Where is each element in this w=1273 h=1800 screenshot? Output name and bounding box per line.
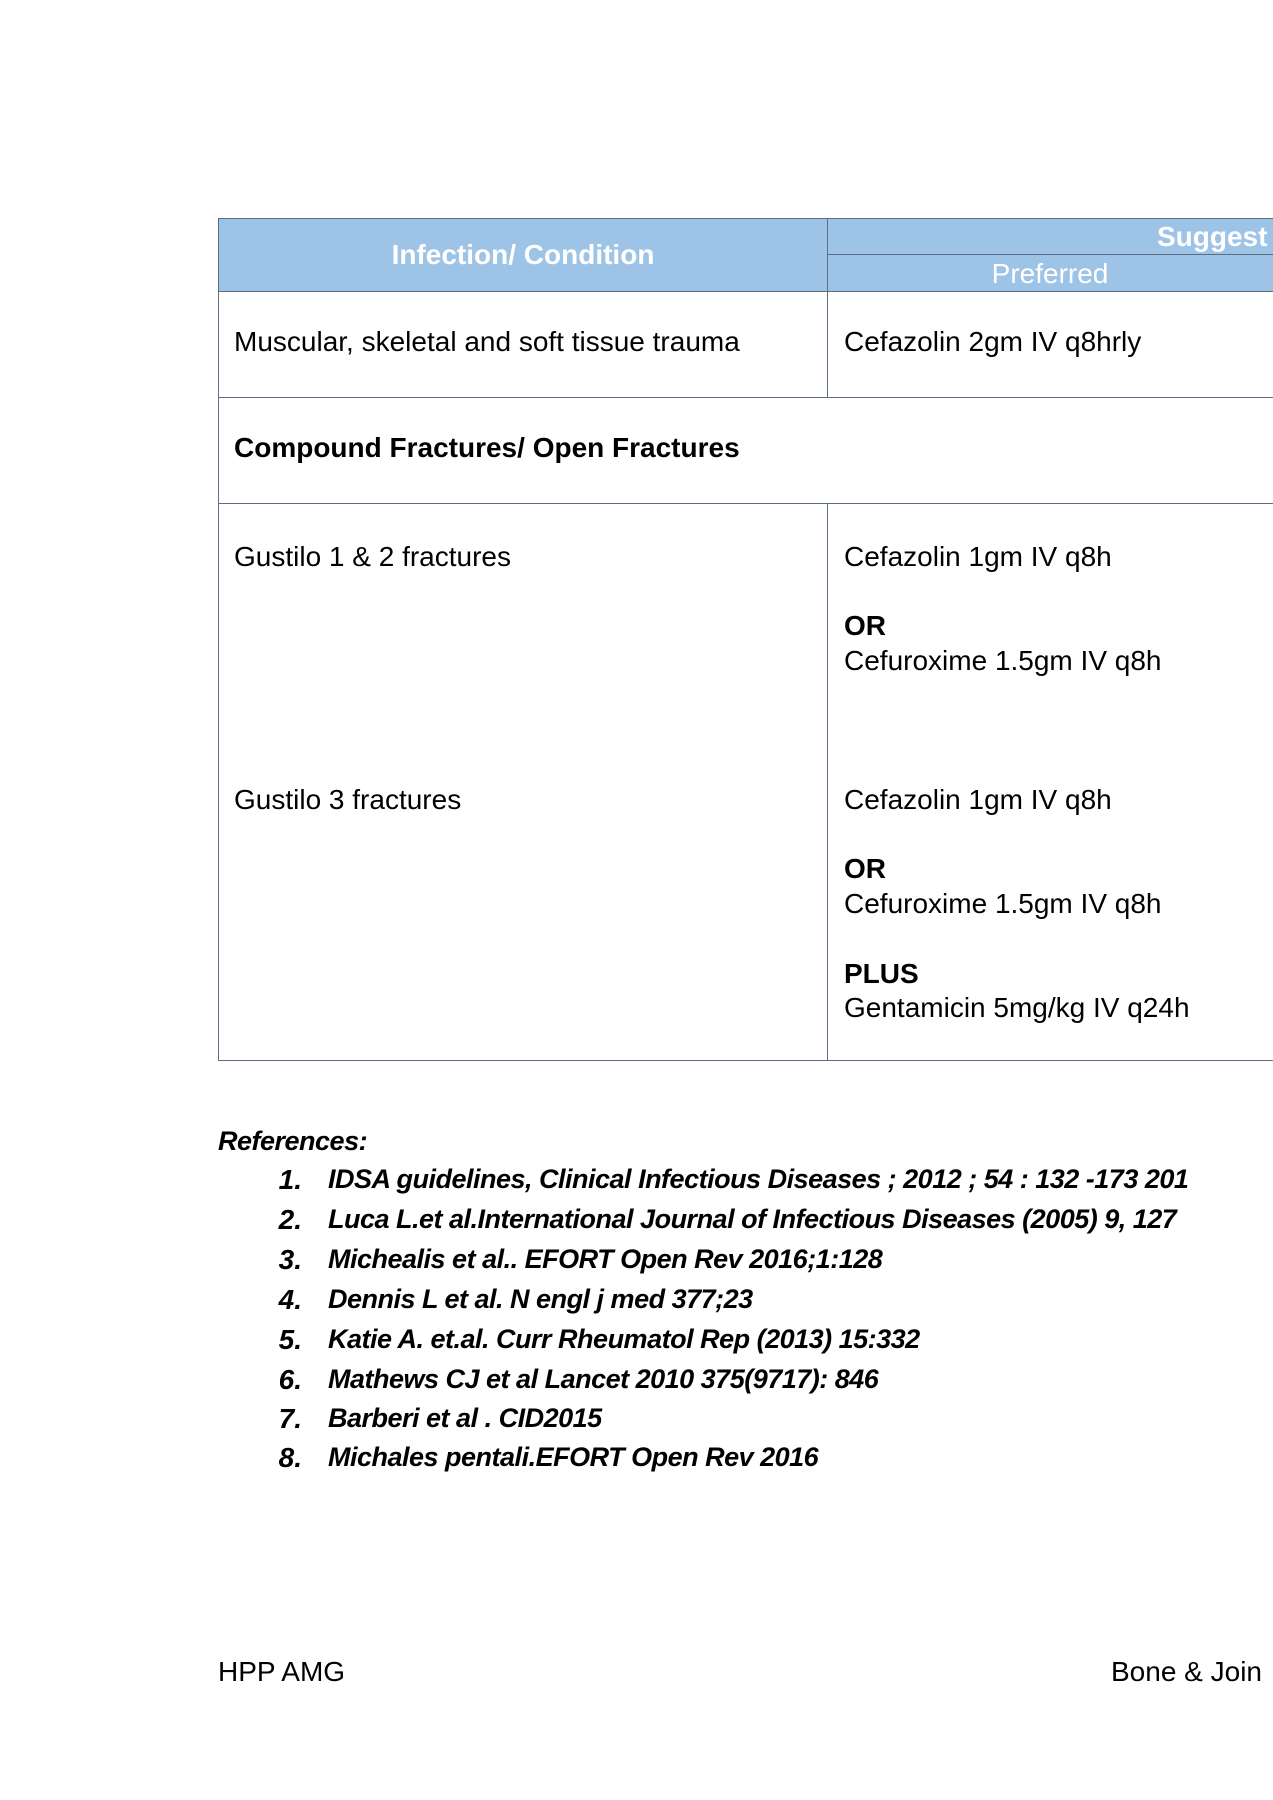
reference-text: Luca L.et al.International Journal of Infectious Diseases (2005) 9, 127 — [328, 1204, 1177, 1234]
reference-number: 8. — [278, 1442, 302, 1473]
gustilo3-or: OR — [844, 853, 886, 884]
reference-text: Barberi et al . CID2015 — [328, 1403, 602, 1433]
reference-number: 4. — [278, 1284, 302, 1315]
table-row-compound — [219, 398, 1273, 504]
table-row-trauma — [219, 292, 1273, 398]
gustilo12-or: OR — [844, 610, 886, 641]
trauma-preferred: Cefazolin 2gm IV q8hrly — [844, 326, 1142, 357]
reference-text: Michealis et al.. EFORT Open Rev 2016;1:128 — [328, 1244, 883, 1274]
table-header — [219, 219, 1273, 292]
compound-heading: Compound Fractures/ Open Fractures — [234, 432, 740, 463]
header-suggested: Suggest — [1157, 221, 1268, 252]
header-condition: Infection/ Condition — [391, 239, 655, 270]
gustilo3-condition: Gustilo 3 fractures — [234, 784, 462, 815]
header-preferred: Preferred — [991, 258, 1109, 289]
reference-number: 5. — [278, 1324, 302, 1355]
reference-text: Katie A. et.al. Curr Rheumatol Rep (2013) 15:332 — [328, 1324, 920, 1354]
gustilo3-line1: Cefazolin 1gm IV q8h — [844, 784, 1112, 815]
reference-number: 3. — [278, 1244, 302, 1275]
gustilo3-plus: PLUS — [844, 958, 919, 989]
reference-text: Michales pentali.EFORT Open Rev 2016 — [328, 1442, 819, 1472]
reference-text: Mathews CJ et al Lancet 2010 375(9717): 846 — [328, 1364, 879, 1394]
column-divider — [827, 292, 828, 397]
table-row-gustilo — [219, 504, 1273, 1061]
reference-text: IDSA guidelines, Clinical Infectious Diseases ; 2012 ; 54 : 132 -173 201 — [328, 1164, 1189, 1194]
footer-right: Bone & Join — [1111, 1656, 1262, 1687]
reference-number: 7. — [278, 1403, 302, 1434]
reference-number: 1. — [278, 1164, 302, 1195]
antibiotic-table — [218, 218, 1273, 1061]
gustilo12-line1: Cefazolin 1gm IV q8h — [844, 541, 1112, 572]
trauma-condition: Muscular, skeletal and soft tissue trauma — [234, 326, 740, 357]
gustilo12-line2: Cefuroxime 1.5gm IV q8h — [844, 645, 1162, 676]
column-divider — [827, 504, 828, 1060]
reference-number: 6. — [278, 1364, 302, 1395]
references-title: References: — [218, 1126, 368, 1156]
gustilo12-condition: Gustilo 1 & 2 fractures — [234, 541, 512, 572]
gustilo3-line3: Gentamicin 5mg/kg IV q24h — [844, 992, 1190, 1023]
footer-left: HPP AMG — [218, 1656, 346, 1687]
reference-text: Dennis L et al. N engl j med 377;23 — [328, 1284, 753, 1314]
reference-number: 2. — [278, 1204, 302, 1235]
gustilo3-line2: Cefuroxime 1.5gm IV q8h — [844, 888, 1162, 919]
